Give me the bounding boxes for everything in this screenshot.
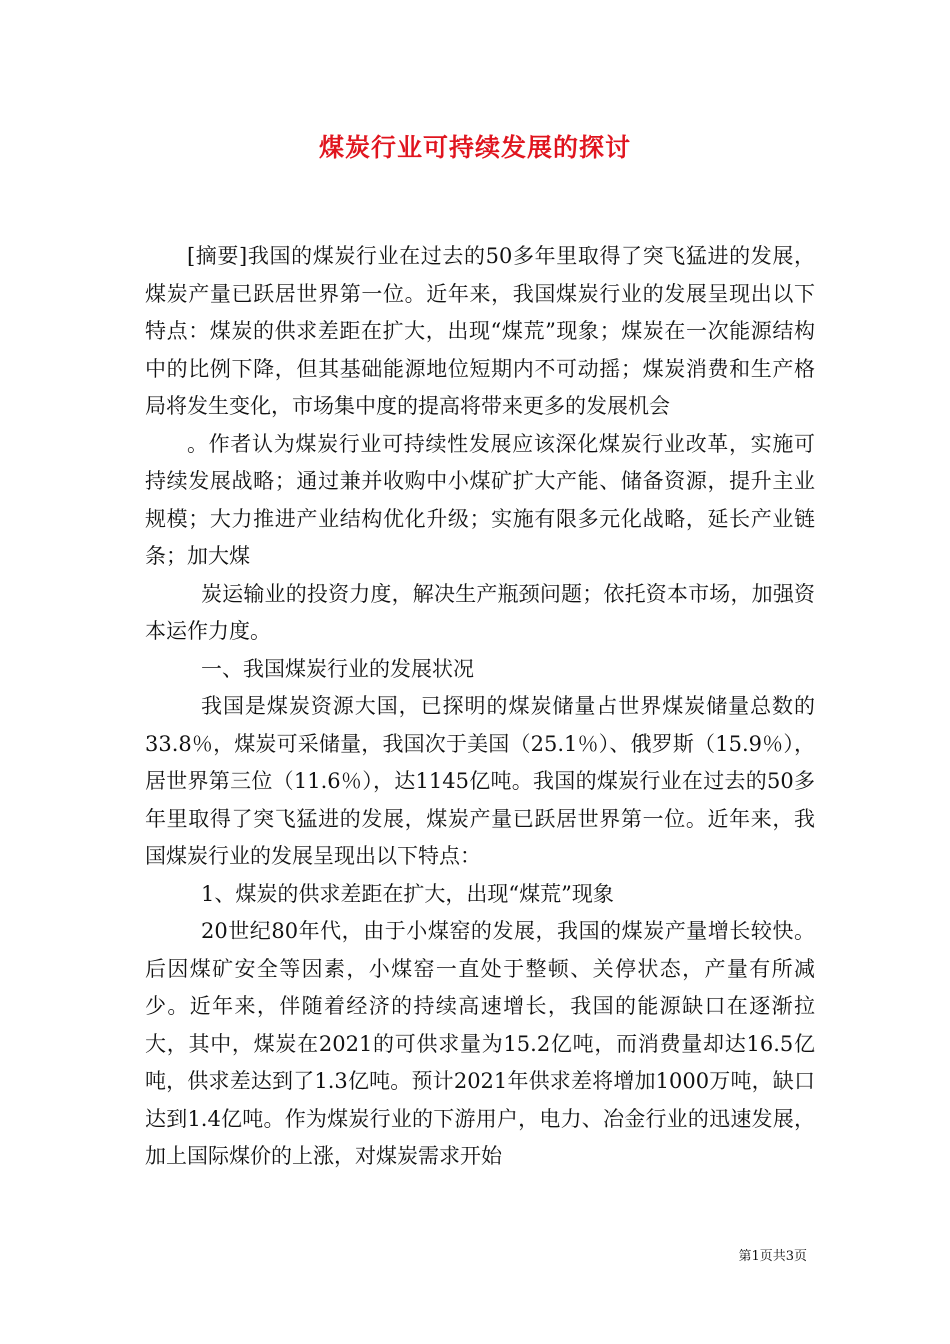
- abstract-end-paragraph: 炭运输业的投资力度，解决生产瓶颈问题；依托资本市场，加强资本运作力度。: [145, 581, 815, 643]
- abstract-paragraph: [摘要]我国的煤炭行业在过去的50多年里取得了突飞猛进的发展，煤炭产量已跃居世界第一位。近年来，我国煤炭行业的发展呈现出以下特点：煤炭的供求差距在扩大，出现“煤荒”现象；煤炭在一次能源结构中的比例下降，但其基础能源地位短期内不可动摇；煤炭消费和生产格局将发生变化，市场集中度的提高将带来更多的发展机会: [145, 244, 815, 418]
- section-heading: 一、我国煤炭行业的发展状况: [201, 656, 474, 681]
- subsection-heading: 1、煤炭的供求差距在扩大，出现“煤荒”现象: [201, 881, 614, 906]
- document-body: [145, 238, 815, 1176]
- document-title: 煤炭行业可持续发展的探讨: [318, 133, 631, 162]
- body-paragraph: 我国是煤炭资源大国，已探明的煤炭储量占世界煤炭储量总数的33.8％，煤炭可采储量，我国次于美国（25.1％）、俄罗斯（15.9％），居世界第三位（11.6％），达1145亿吨。我国的煤炭行业在过去的50多年里取得了突飞猛进的发展，煤炭产量已跃居世界第一位。近年来，我国煤炭行业的发展呈现出以下特点：: [145, 694, 815, 868]
- body-paragraph: 20世纪80年代，由于小煤窑的发展，我国的煤炭产量增长较快。后因煤矿安全等因素，小煤窑一直处于整顿、关停状态，产量有所减少。近年来，伴随着经济的持续高速增长，我国的能源缺口在逐渐拉大，其中，煤炭在2021的可供求量为15.2亿吨，而消费量却达16.5亿吨，供求差达到了1.3亿吨。预计2021年供求差将增加1000万吨，缺口达到1.4亿吨。作为煤炭行业的下游用户，电力、冶金行业的迅速发展，加上国际煤价的上涨，对煤炭需求开始: [145, 919, 815, 1168]
- abstract-continuation-paragraph: 。作者认为煤炭行业可持续性发展应该深化煤炭行业改革，实施可持续发展战略；通过兼并收购中小煤矿扩大产能、储备资源，提升主业规模；大力推进产业结构优化升级；实施有限多元化战略，延长产业链条；加大煤: [145, 431, 815, 568]
- page-number: 第1页共3页: [738, 1249, 807, 1264]
